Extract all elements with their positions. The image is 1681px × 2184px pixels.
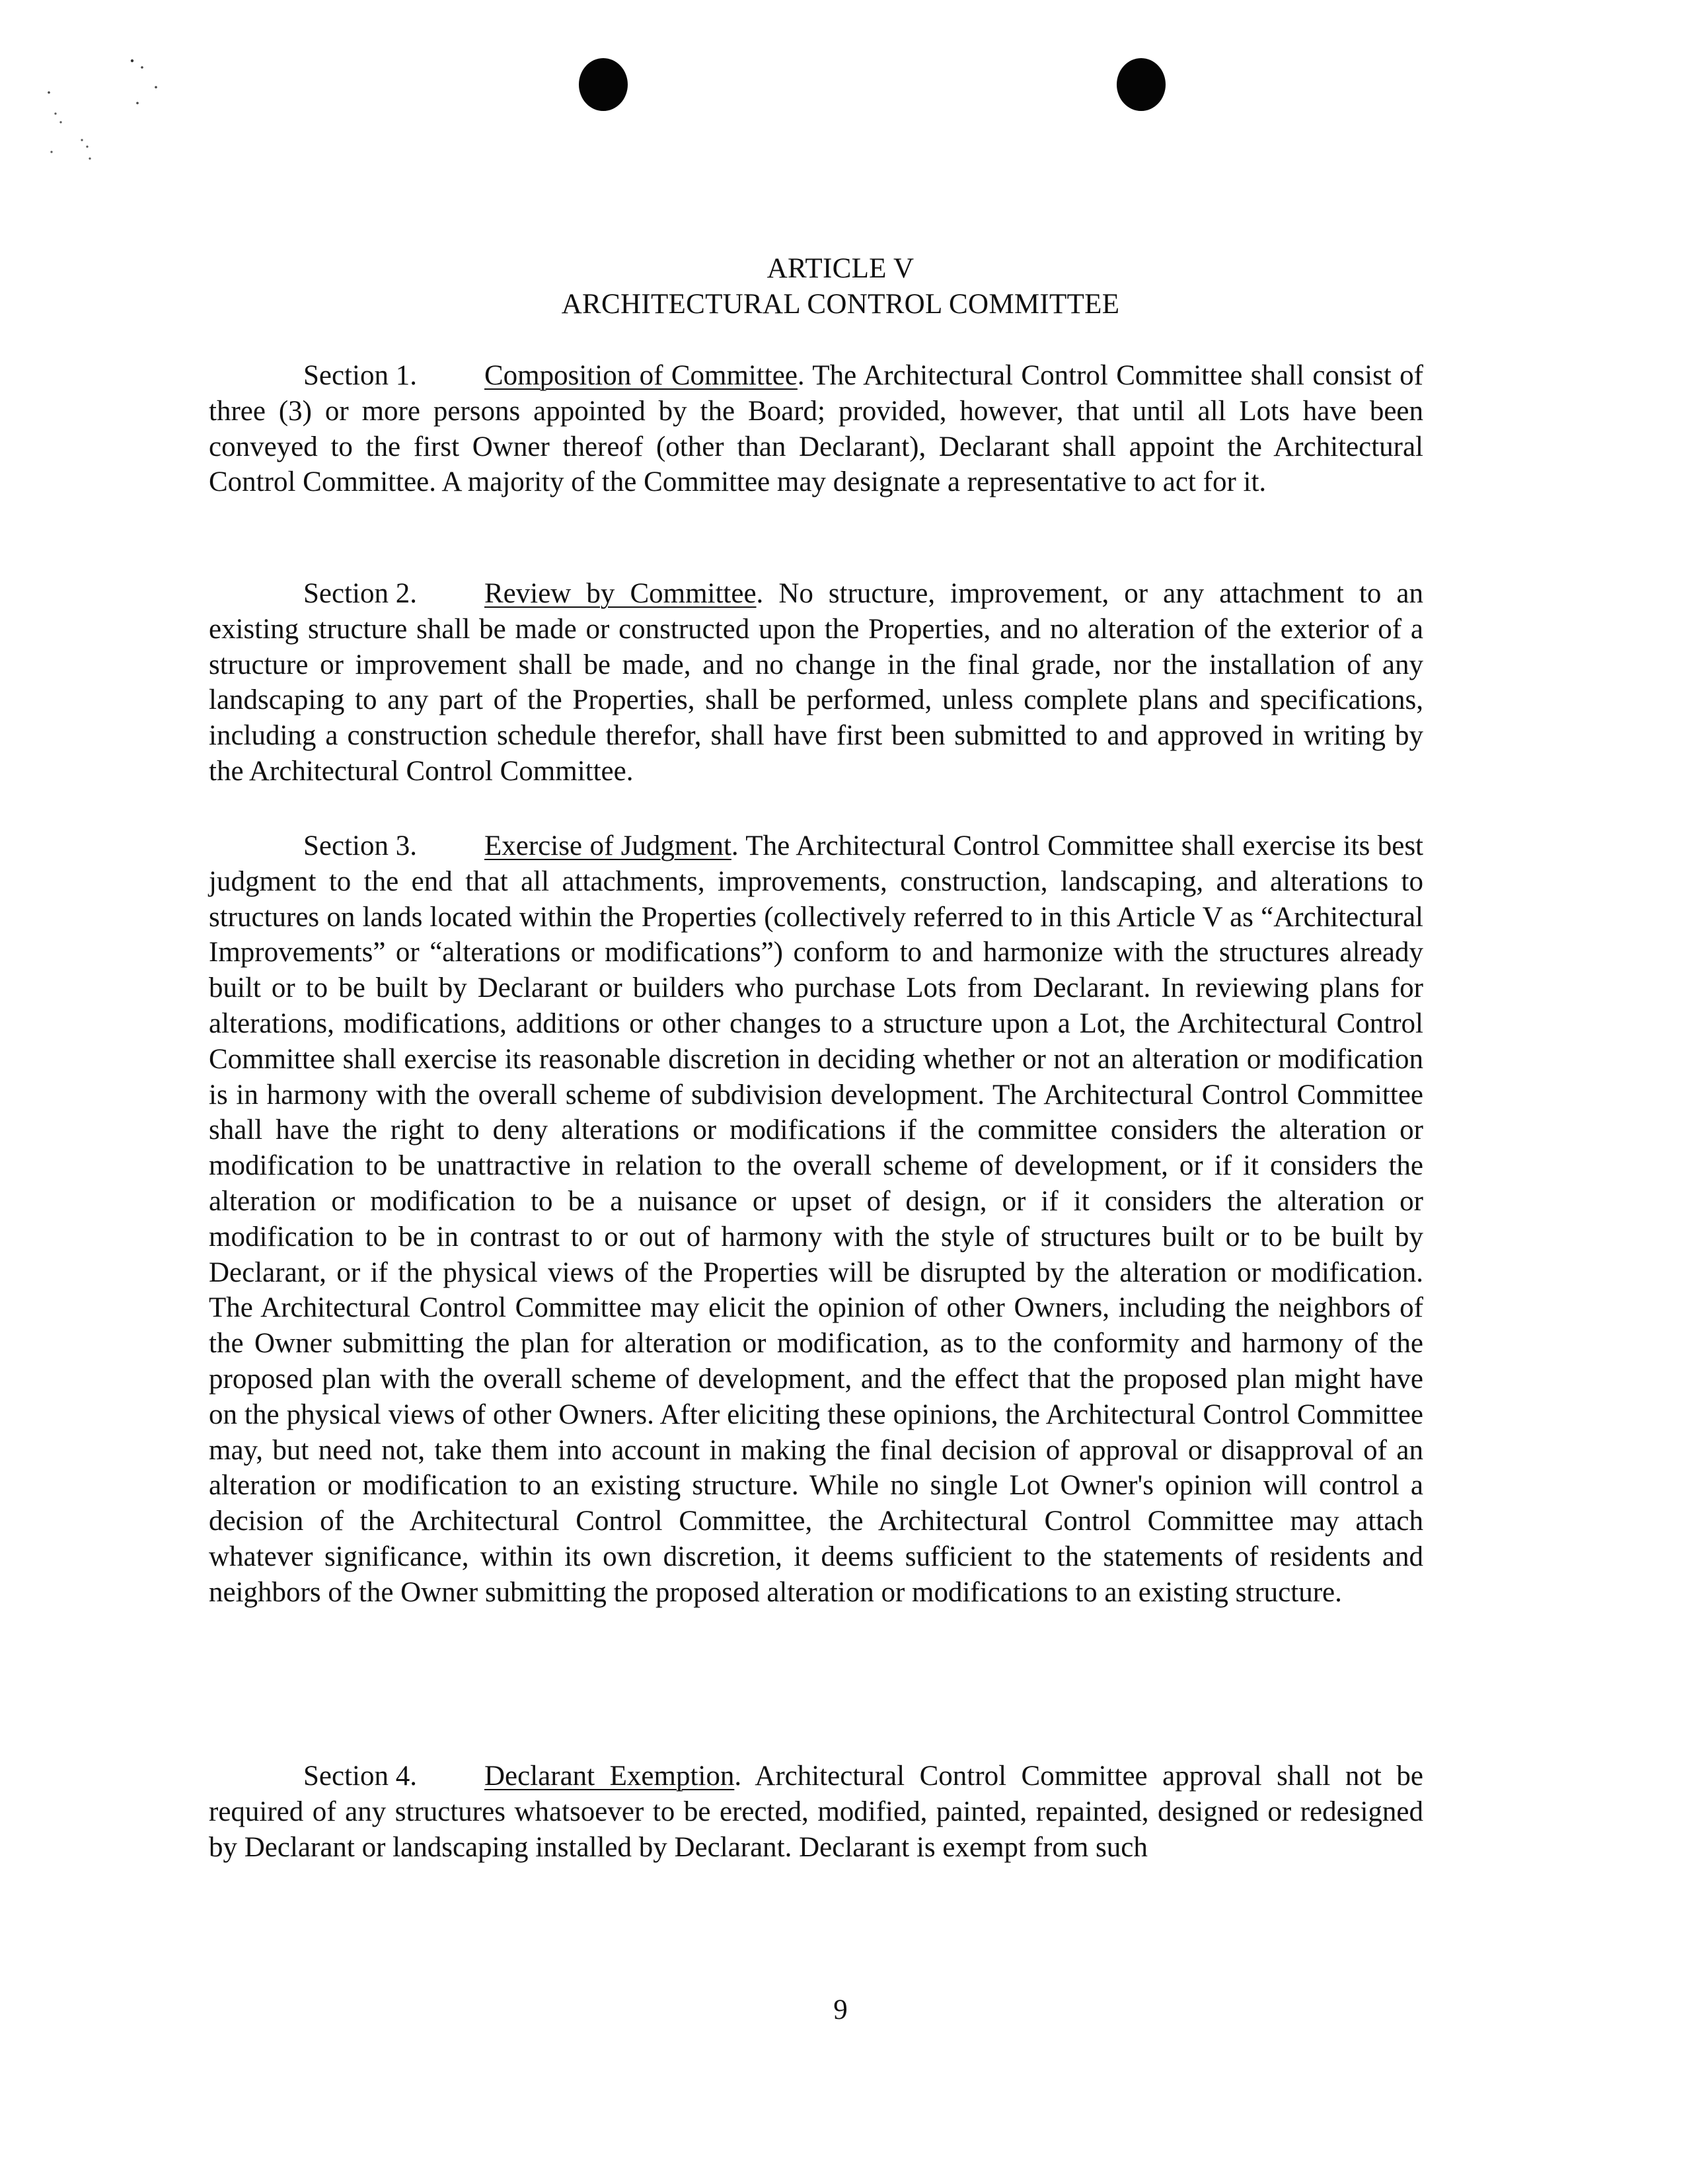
section-2-label: Section 2. [303,578,417,609]
section-4-title: Declarant Exemption [484,1761,735,1792]
section-3-body: . The Architectural Control Committee shall exercise its best judgment to the end that all attachments, improvements, construction, landscaping, and alterations to structures on lands located within the Properties (collectively referred to in this Article V as “Architectural Improvements” or “alterations or modifications”) conform to and harmonize with the structures already built or to be built by Declarant or builders who purchase Lots from Declarant. In reviewing plans for alterations, modifications, additions or other changes to a structure upon a Lot, the Architectural Control Committee shall exercise its reasonable discretion in deciding whether or not an alteration or modification is in harmony with the overall scheme of subdivision development. The Architectural Control Committee shall have the right to deny alterations or modifications if the committee considers the alteration or modification to be unattractive in relation to the overall scheme of development, or if it considers the alteration or modification to be a nuisance or upset of design, or if it considers the alteration or modification to be in contrast to or out of harmony with the style of structures built or to be built by Declarant, or if the physical views of the Properties will be disrupted by the alteration or modification. The Architectural Control Committee may elicit the opinion of other Owners, including the neighbors of the Owner submitting the plan for alteration or modification, as to the conformity and harmony of the proposed plan with the overall scheme of development, and the effect that the proposed plan might have on the physical views of other Owners. After eliciting these opinions, the Architectural Control Committee may, but need not, take them into account in making the final decision of approval or disapproval of an alteration or modification to an existing structure. While no single Lot Owner's opinion will control a decision of the Architectural Control Committee, the Architectural Control Committee may attach whatever significance, within its own discretion, it deems sufficient to the statements of residents and neighbors of the Owner submitting the proposed alteration or modifications to an existing structure. [209,830,1423,1608]
section-4 [209,1759,1423,1865]
section-3-label: Section 3. [303,830,417,861]
section-1-body: . The Architectural Control Committee shall consist of three (3) or more persons appointed by the Board; provided, however, that until all Lots have been conveyed to the first Owner thereof (other than Declarant), Declarant shall appoint the Architectural Control Committee. A majority of the Committee may designate a representative to act for it. [209,360,1423,498]
page-number: 9 [833,1994,848,2025]
section-2 [209,576,1423,789]
section-4-label: Section 4. [303,1761,417,1792]
section-1 [209,358,1423,500]
article-number: ARTICLE V [766,253,915,284]
punch-hole-right [1117,58,1166,111]
section-3-title: Exercise of Judgment [484,830,731,861]
section-1-label: Section 1. [303,360,417,391]
section-1-title: Composition of Committee [484,360,798,391]
section-3 [209,828,1423,1611]
section-2-title: Review by Committee [484,578,757,609]
scan-specks [33,46,178,178]
punch-hole-left [579,58,628,111]
section-2-body: . No structure, improvement, or any attachment to an existing structure shall be made or constructed upon the Properties, and no alteration of the exterior of a structure or improvement shall be made, and no change in the final grade, nor the installation of any landscaping to any part of the Properties, shall be performed, unless complete plans and specifications, including a construction schedule therefor, shall have first been submitted to and approved in writing by the Architectural Control Committee. [209,578,1423,787]
article-title: ARCHITECTURAL CONTROL COMMITTEE [561,289,1120,320]
section-4-body: . Architectural Control Committee approval shall not be required of any structures whatsoever to be erected, modified, painted, repainted, designed or redesigned by Declarant or landscaping installed by Declarant. Declarant is exempt from such [209,1761,1423,1863]
